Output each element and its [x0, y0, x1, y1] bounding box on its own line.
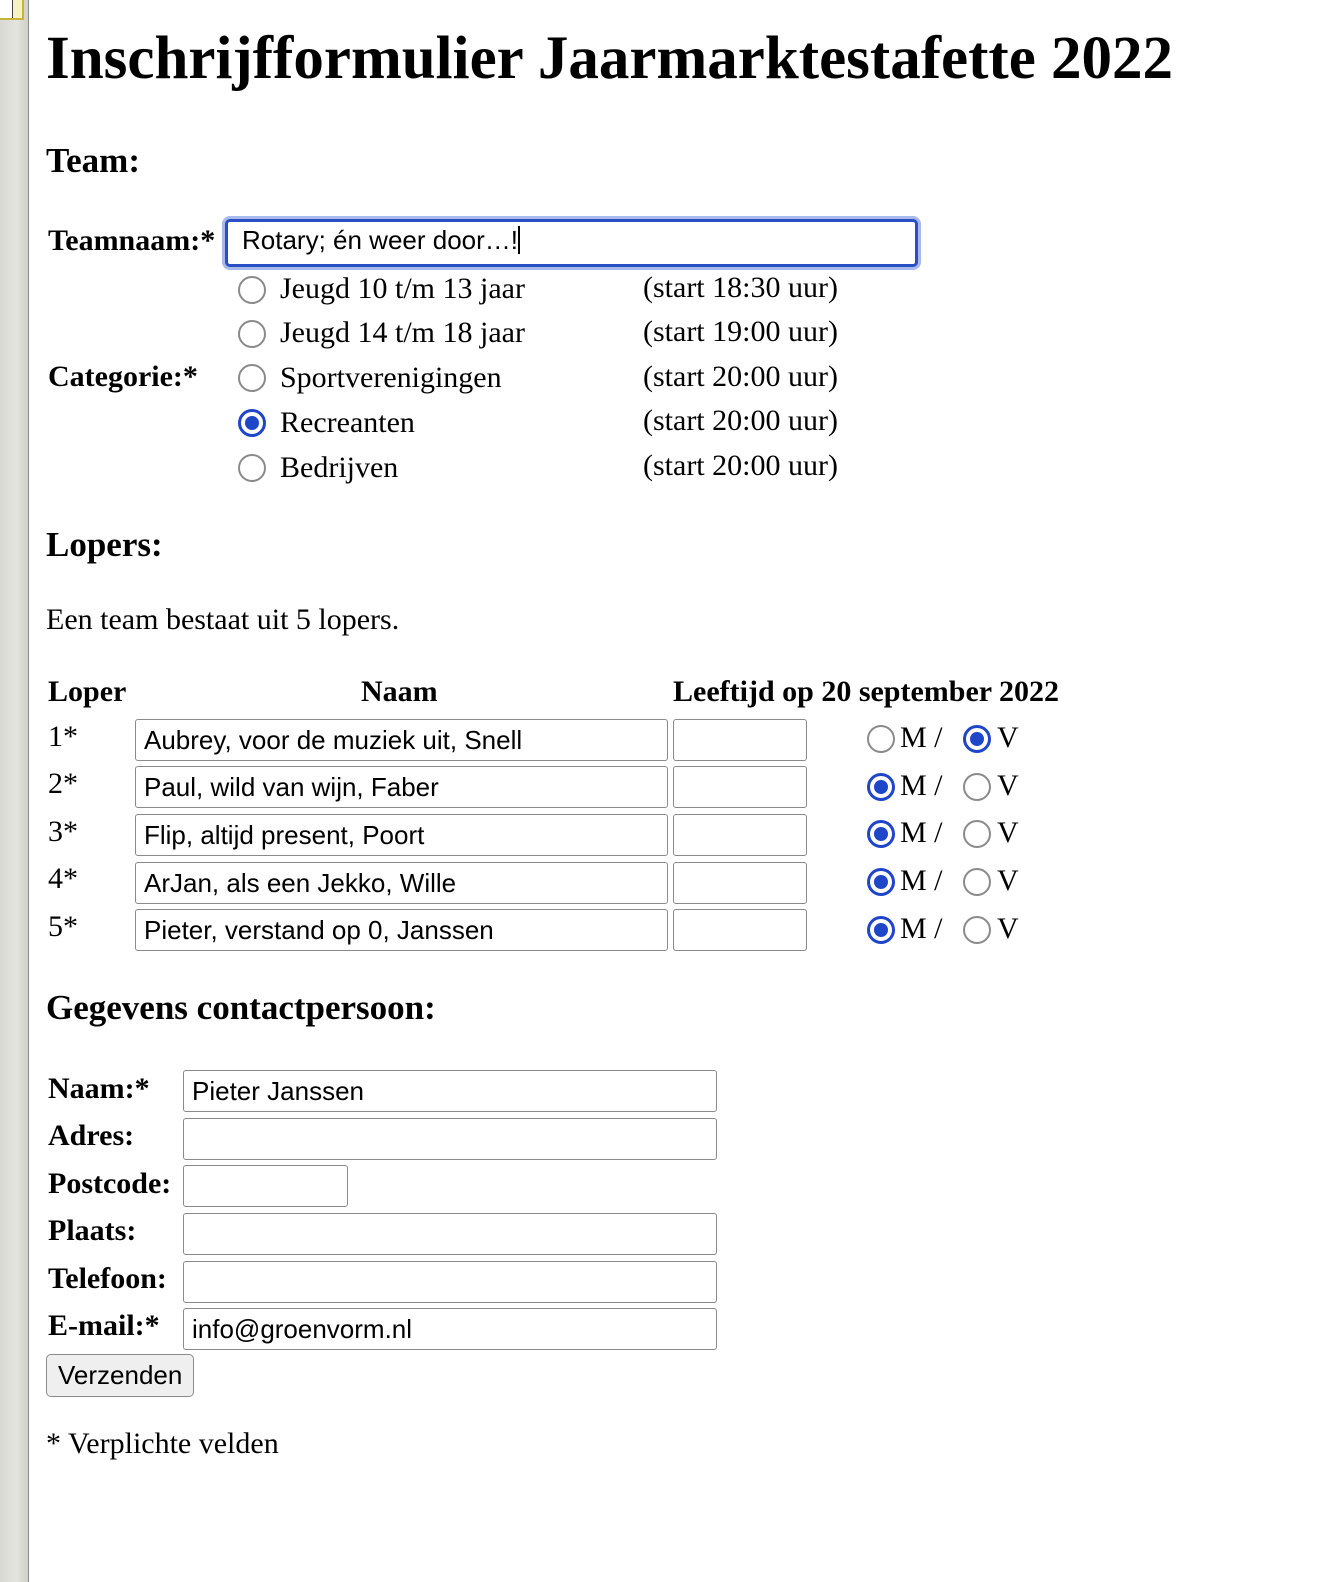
- gender-v-radio[interactable]: [963, 916, 991, 944]
- gender-m-label: M /: [900, 721, 943, 754]
- gender-v-radio[interactable]: [963, 820, 991, 848]
- category-start-time: (start 20:00 uur): [643, 449, 838, 482]
- window-corner-handle: [0, 0, 24, 20]
- gender-v-label: V: [997, 721, 1019, 754]
- category-label: Categorie:*: [48, 360, 198, 393]
- team-name-label: Teamnaam:*: [48, 224, 216, 257]
- category-radio[interactable]: [238, 320, 266, 348]
- runner-age-input[interactable]: [673, 814, 807, 856]
- team-name-input[interactable]: [225, 219, 918, 267]
- contact-email-label: E-mail:*: [48, 1309, 160, 1342]
- gender-m-radio[interactable]: [867, 916, 895, 944]
- gender-v-radio[interactable]: [963, 773, 991, 801]
- contact-address-label: Adres:: [48, 1119, 135, 1152]
- gender-m-label: M /: [900, 816, 943, 849]
- runner-age-input[interactable]: [673, 862, 807, 904]
- category-option-label: Jeugd 10 t/m 13 jaar: [280, 272, 525, 305]
- gender-v-label: V: [997, 816, 1019, 849]
- team-heading: Team:: [46, 141, 140, 180]
- runners-heading: Lopers:: [46, 525, 163, 564]
- submit-button[interactable]: Verzenden: [46, 1354, 194, 1397]
- gender-m-radio[interactable]: [867, 725, 895, 753]
- contact-city-label: Plaats:: [48, 1214, 137, 1247]
- gender-v-label: V: [997, 912, 1019, 945]
- required-fields-note: * Verplichte velden: [46, 1427, 279, 1460]
- category-radio[interactable]: [238, 364, 266, 392]
- column-header-name: Naam: [361, 675, 438, 708]
- gender-v-label: V: [997, 769, 1019, 802]
- runner-name-input[interactable]: Flip, altijd present, Poort: [135, 814, 668, 856]
- category-start-time: (start 19:00 uur): [643, 315, 838, 348]
- contact-email-input[interactable]: info@groenvorm.nl: [183, 1308, 717, 1350]
- window-corner-handle-inner: [0, 0, 13, 18]
- runner-name-input[interactable]: Pieter, verstand op 0, Janssen: [135, 909, 668, 951]
- runners-intro: Een team bestaat uit 5 lopers.: [46, 603, 400, 636]
- category-option-label: Sportverenigingen: [280, 361, 502, 394]
- category-option-label: Jeugd 14 t/m 18 jaar: [280, 316, 525, 349]
- gender-m-label: M /: [900, 864, 943, 897]
- runner-number: 2*: [48, 767, 78, 800]
- contact-city-input[interactable]: [183, 1213, 717, 1255]
- gender-v-radio[interactable]: [963, 868, 991, 896]
- runner-number: 4*: [48, 862, 78, 895]
- contact-name-input[interactable]: Pieter Janssen: [183, 1070, 717, 1112]
- gender-m-label: M /: [900, 769, 943, 802]
- category-radio[interactable]: [238, 409, 266, 437]
- runner-name-input[interactable]: Aubrey, voor de muziek uit, Snell: [135, 719, 668, 761]
- contact-address-input[interactable]: [183, 1118, 717, 1160]
- runner-number: 5*: [48, 910, 78, 943]
- category-radio[interactable]: [238, 454, 266, 482]
- gender-m-label: M /: [900, 912, 943, 945]
- runner-name-input[interactable]: ArJan, als een Jekko, Wille: [135, 862, 668, 904]
- text-caret: [518, 226, 520, 254]
- runner-number: 1*: [48, 720, 78, 753]
- page-title: Inschrijfformulier Jaarmarktestafette 2022: [46, 25, 1174, 92]
- gender-m-radio[interactable]: [867, 773, 895, 801]
- category-start-time: (start 20:00 uur): [643, 404, 838, 437]
- column-header-age: Leeftijd op 20 september 2022: [673, 675, 1060, 708]
- category-start-time: (start 20:00 uur): [643, 360, 838, 393]
- column-header-runner: Loper: [48, 675, 127, 708]
- runner-age-input[interactable]: [673, 766, 807, 808]
- contact-name-label: Naam:*: [48, 1072, 150, 1105]
- runner-name-input[interactable]: Paul, wild van wijn, Faber: [135, 766, 668, 808]
- category-radio[interactable]: [238, 276, 266, 304]
- runner-age-input[interactable]: [673, 719, 807, 761]
- gender-v-label: V: [997, 864, 1019, 897]
- contact-phone-label: Telefoon:: [48, 1262, 167, 1295]
- runner-age-input[interactable]: [673, 909, 807, 951]
- category-option-label: Bedrijven: [280, 451, 399, 484]
- category-start-time: (start 18:30 uur): [643, 271, 838, 304]
- contact-postcode-label: Postcode:: [48, 1167, 172, 1200]
- window-left-edge: [0, 0, 29, 1582]
- runner-number: 3*: [48, 815, 78, 848]
- gender-v-radio[interactable]: [963, 725, 991, 753]
- team-name-value: Rotary; én weer door…!: [242, 225, 519, 255]
- contact-heading: Gegevens contactpersoon:: [46, 988, 436, 1027]
- gender-m-radio[interactable]: [867, 868, 895, 896]
- contact-postcode-input[interactable]: [183, 1165, 348, 1207]
- gender-m-radio[interactable]: [867, 820, 895, 848]
- contact-phone-input[interactable]: [183, 1261, 717, 1303]
- category-option-label: Recreanten: [280, 406, 415, 439]
